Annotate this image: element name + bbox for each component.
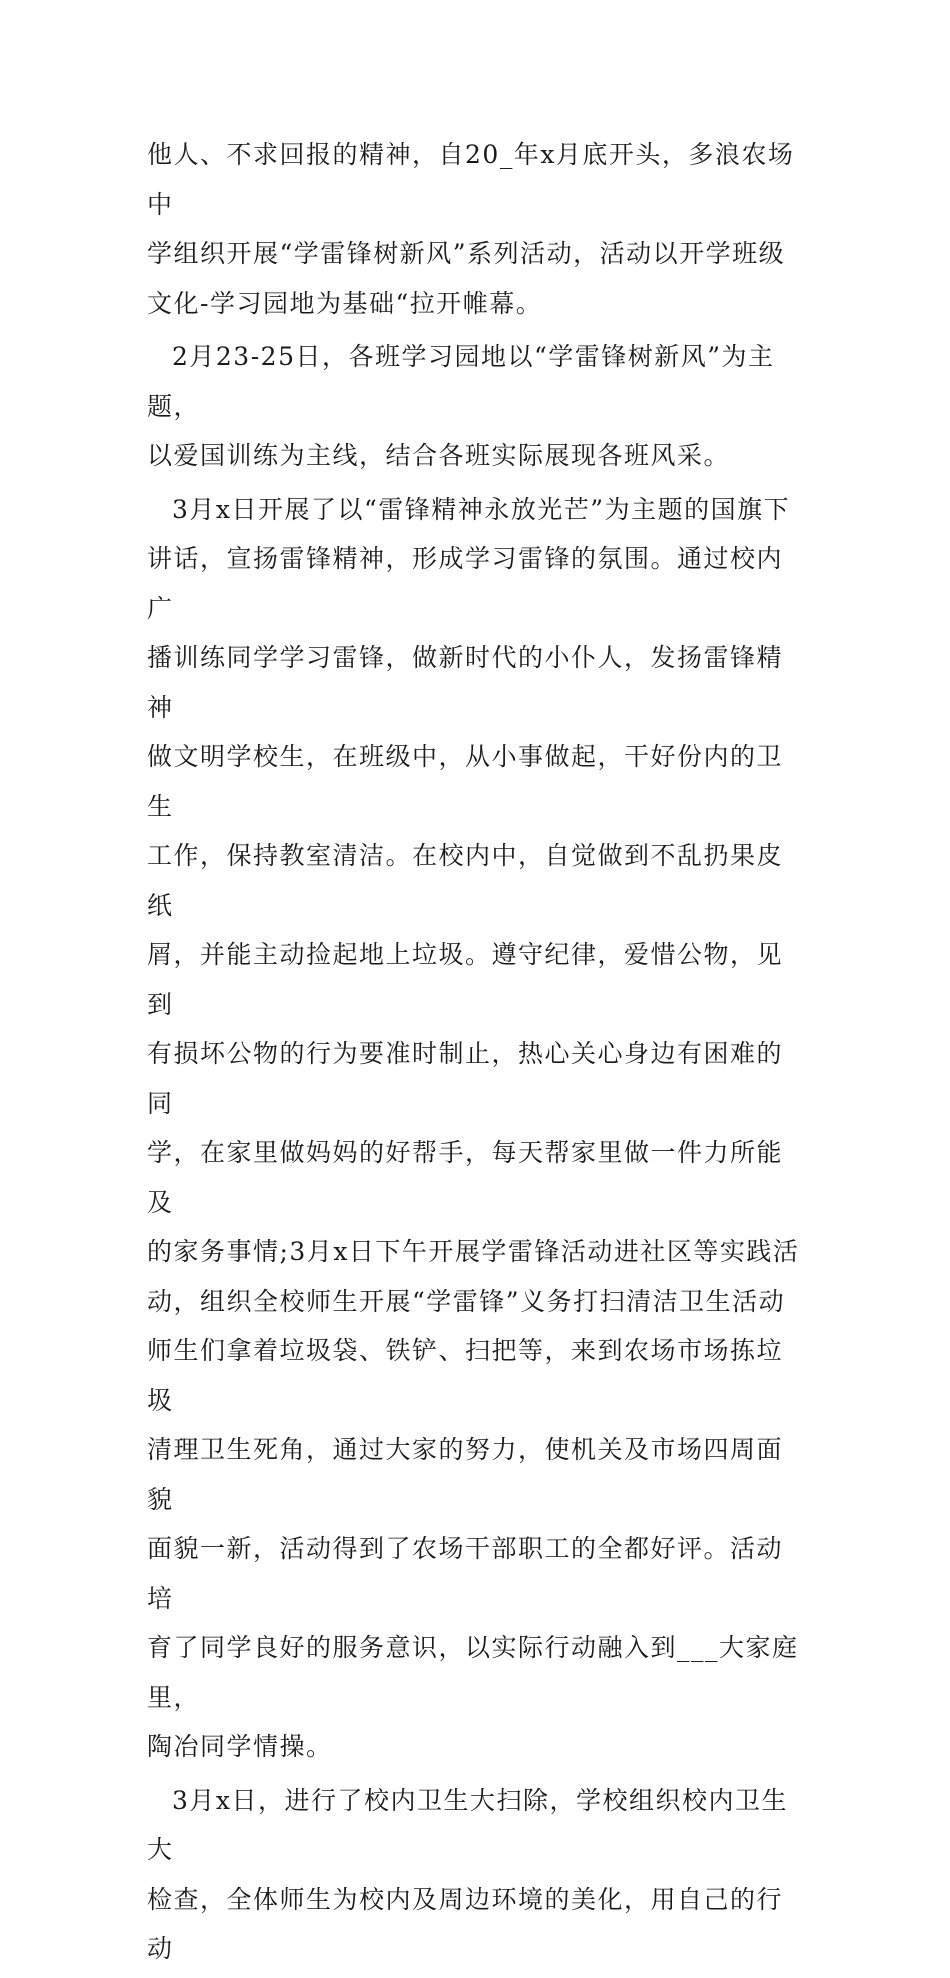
text-line: 2月23-25日，各班学习园地以“学雷锋树新风”为主题， [147, 342, 775, 421]
text-line: 播训练同学学习雷锋，做新时代的小仆人，发扬雷锋精神 [147, 643, 784, 722]
document-body [147, 130, 807, 1978]
text-line: 动，组织全校师生开展“学雷锋”义务打扫清洁卫生活动 [147, 1286, 786, 1316]
text-line: 他人、不求回报的精神，自20_年x月底开头，多浪农场中 [147, 140, 795, 219]
text-line: 师生们拿着垃圾袋、铁铲、扫把等，来到农场市场拣垃圾 [147, 1336, 784, 1415]
text-line: 面貌一新，活动得到了农场干部职工的全都好评。活动培 [147, 1534, 784, 1613]
text-line: 文化-学习园地为基础“拉开帷幕。 [147, 288, 543, 318]
text-line: 3月x日，进行了校内卫生大扫除，学校组织校内卫生大 [147, 1785, 789, 1864]
text-line: 清理卫生死角，通过大家的努力，使机关及市场四周面貌 [147, 1435, 784, 1514]
text-line: 工作，保持教室清洁。在校内中，自觉做到不乱扔果皮纸 [147, 841, 784, 920]
text-line: 的家务事情;3月x日下午开展学雷锋活动进社区等实践活 [147, 1237, 800, 1266]
paragraph-2 [147, 332, 807, 481]
text-line: 陶冶同学情操。 [147, 1732, 333, 1761]
text-line: 学，在家里做妈妈的好帮手，每天帮家里做一件力所能及 [147, 1138, 784, 1217]
text-line: 检查，全体师生为校内及周边环境的美化，用自己的行动 [147, 1884, 784, 1963]
text-line: 做文明学校生，在班级中，从小事做起，干好份内的卫生 [147, 742, 784, 821]
paragraph-3 [147, 485, 807, 1772]
text-line: 以爱国训练为主线，结合各班实际展现各班风采。 [147, 441, 731, 470]
paragraph-1 [147, 130, 807, 328]
text-line: 育了同学良好的服务意识，以实际行动融入到___大家庭里， [147, 1633, 799, 1712]
text-line: 3月x日开展了以“雷锋精神永放光芒”为主题的国旗下 [172, 494, 791, 524]
text-line: 有损坏公物的行为要准时制止，热心关心身边有困难的同 [147, 1039, 784, 1118]
text-line: 讲话，宣扬雷锋精神，形成学习雷锋的氛围。通过校内广 [147, 544, 784, 623]
paragraph-4 [147, 1776, 807, 1974]
text-line: 屑，并能主动捡起地上垃圾。遵守纪律，爱惜公物，见到 [147, 940, 784, 1019]
text-line: 学组织开展“学雷锋树新风”系列活动，活动以开学班级 [147, 239, 786, 268]
